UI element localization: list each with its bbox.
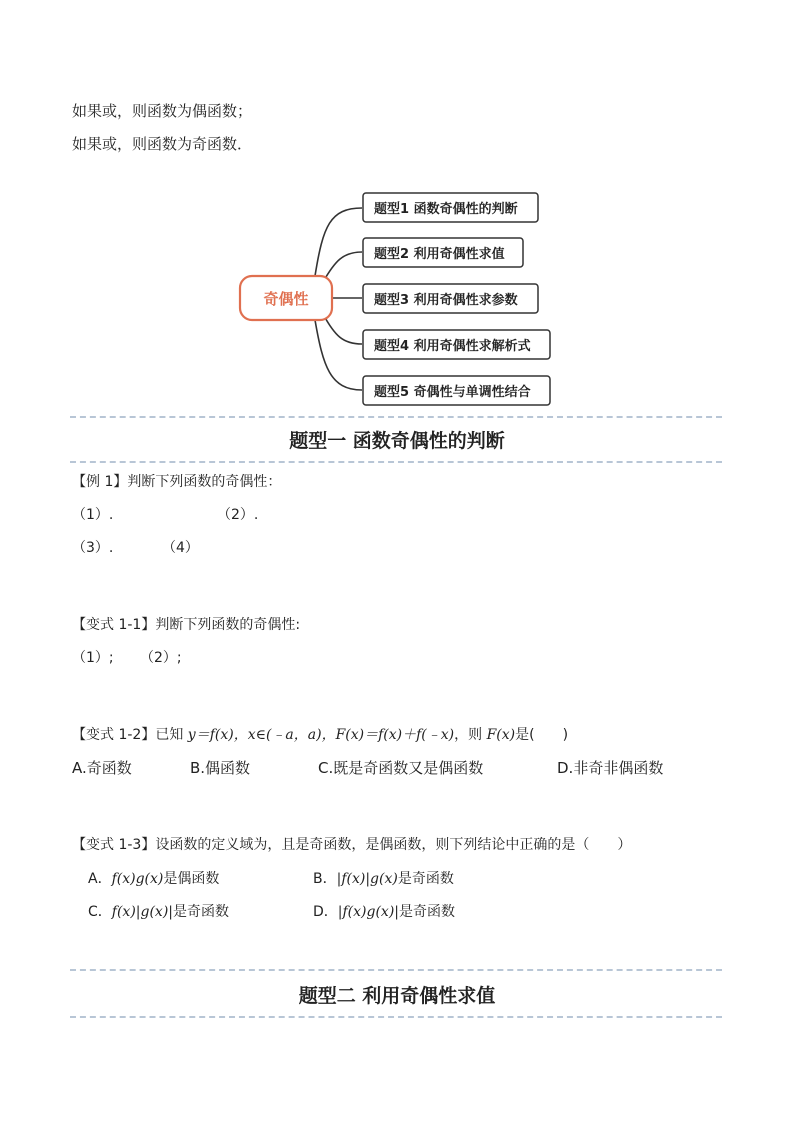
mindmap	[235, 186, 565, 410]
intro-line-even: 如果或，则函数为偶函数；	[72, 102, 253, 120]
example1-label: 【例 1】判断下列函数的奇偶性：	[72, 474, 282, 490]
section1-title: 题型一 函数奇偶性的判断	[289, 430, 505, 452]
variant11-part1: （1）;	[72, 650, 114, 666]
connector-1	[315, 208, 362, 276]
connector-2	[323, 252, 362, 282]
example1-part3: （3）.	[72, 540, 114, 556]
option-a-math: f(x)g(x)	[111, 871, 164, 887]
variant12-math-F: F(x)	[486, 727, 516, 743]
variant11-part2: （2）;	[140, 650, 182, 666]
mindmap-node-label: 题型4 利用奇偶性求解析式	[374, 339, 531, 354]
mindmap-node-1	[363, 193, 538, 222]
mindmap-node-label: 题型1 函数奇偶性的判断	[374, 202, 518, 217]
variant12-mid: ，则	[454, 727, 487, 743]
variant11-label: 【变式 1-1】判断下列函数的奇偶性:	[72, 617, 301, 633]
variant12-option-b: B.偶函数	[190, 759, 251, 777]
intro-line-odd: 如果或，则函数为奇函数．	[72, 135, 253, 153]
option-a-prefix: A．	[88, 871, 112, 887]
variant12-option-a: A.奇函数	[72, 759, 132, 777]
option-b-math: |f(x)|g(x)	[336, 871, 398, 887]
connector-4	[323, 314, 362, 344]
option-c-math: f(x)|g(x)|	[111, 904, 173, 920]
option-c-text: 是奇函数	[173, 904, 229, 920]
variant13-stem: 【变式 1-3】设函数的定义域为，且是奇函数，是偶函数，则下列结论中正确的是（ ）	[72, 837, 632, 853]
mindmap-node-3	[363, 284, 538, 313]
section1-divider-bottom	[70, 461, 722, 463]
section2-divider-top	[70, 969, 722, 971]
variant13-option-c	[88, 901, 229, 921]
example1-part2: （2）.	[217, 507, 259, 523]
mindmap-node-label: 题型3 利用奇偶性求参数	[374, 293, 518, 308]
variant12-suffix: 是( )	[515, 727, 569, 743]
mindmap-node-2	[363, 238, 523, 267]
connector-5	[315, 320, 362, 390]
mindmap-node-label: 题型5 奇偶性与单调性结合	[374, 385, 531, 400]
mindmap-node-5	[363, 376, 550, 405]
variant13-option-b	[313, 868, 454, 888]
variant13-option-a	[88, 868, 219, 888]
mindmap-root-label: 奇偶性	[263, 290, 309, 308]
variant12-prefix: 【变式 1-2】已知	[72, 727, 188, 743]
option-d-math: |f(x)g(x)|	[337, 904, 399, 920]
option-b-prefix: B．	[313, 871, 337, 887]
variant12-math-condition: y＝f(x)，x∈(﹣a，a)，F(x)＝f(x)＋f(﹣x)	[187, 727, 455, 743]
option-d-text: 是奇函数	[399, 904, 455, 920]
variant12-option-c: C.既是奇函数又是偶函数	[318, 759, 484, 777]
example1-part4: （4）	[162, 540, 199, 556]
section2-title: 题型二 利用奇偶性求值	[298, 985, 496, 1007]
section1-divider-top	[70, 416, 722, 418]
mindmap-node-label: 题型2 利用奇偶性求值	[374, 247, 505, 262]
variant12-option-d: D.非奇非偶函数	[557, 759, 664, 777]
option-d-prefix: D．	[313, 904, 338, 920]
option-c-prefix: C．	[88, 904, 112, 920]
mindmap-node-4	[363, 330, 550, 359]
option-b-text: 是奇函数	[397, 871, 454, 887]
option-a-text: 是偶函数	[163, 871, 220, 887]
mindmap-root	[240, 276, 332, 320]
variant13-option-d	[313, 901, 455, 921]
section2-divider-bottom	[70, 1016, 722, 1018]
variant12-stem	[72, 724, 568, 744]
example1-part1: （1）.	[72, 507, 114, 523]
